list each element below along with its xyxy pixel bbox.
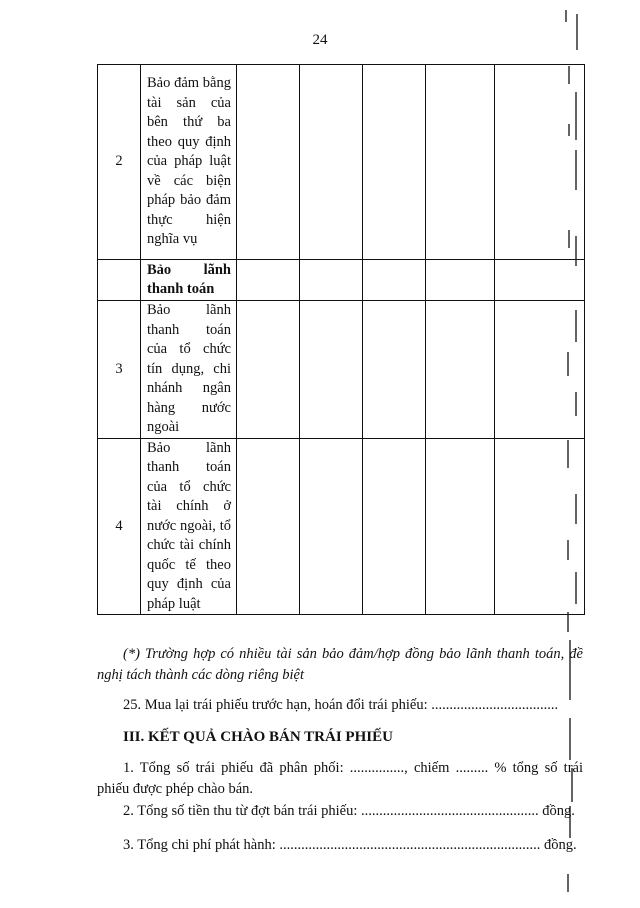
empty-cell (300, 301, 363, 439)
empty-cell (363, 65, 426, 260)
bond-guarantee-table (97, 64, 585, 615)
page-number: 24 (312, 32, 328, 48)
empty-cell (237, 438, 300, 615)
item-25-bond-buyback: 25. Mua lại trái phiếu trước hạn, hoán đổi trái phiếu: ................................... (123, 697, 559, 713)
section-heading: III. KẾT QUẢ CHÀO BÁN TRÁI PHIẾU (123, 729, 393, 745)
row-number: 2 (98, 65, 141, 260)
empty-cell (495, 260, 585, 301)
empty-cell (426, 260, 495, 301)
item-3-issuance-cost: 3. Tổng chi phí phát hành: ........................................................................ đồng. (123, 837, 577, 853)
row-description: Bảo lãnh thanh toán của tổ chức tín dụng, chi nhánh ngân hàng nước ngoài (141, 301, 237, 439)
item-1-bonds-distributed: 1. Tổng số trái phiếu đã phân phối: ..............., chiếm ......... % tổng số trái phiếu được phép chào bán. (97, 760, 583, 797)
empty-cell (300, 438, 363, 615)
empty-cell (300, 260, 363, 301)
row-description: Bảo đảm bằng tài sản của bên thứ ba theo quy định của pháp luật về các biện pháp bảo đảm thực hiện nghĩa vụ (141, 65, 237, 260)
table-row (98, 301, 585, 439)
table-row (98, 260, 585, 301)
empty-cell (363, 260, 426, 301)
row-number: 4 (98, 438, 141, 615)
empty-cell (363, 301, 426, 439)
table-row (98, 438, 585, 615)
empty-cell (495, 65, 585, 260)
empty-cell (237, 301, 300, 439)
empty-cell (495, 301, 585, 439)
empty-cell (426, 301, 495, 439)
row-number (98, 260, 141, 301)
table-row (98, 65, 585, 260)
empty-cell (426, 65, 495, 260)
empty-cell (300, 65, 363, 260)
row-number: 3 (98, 301, 141, 439)
row-description: Bảo lãnh thanh toán của tổ chức tài chính ở nước ngoài, tổ chức tài chính quốc tế theo quy định của pháp luật (141, 438, 237, 615)
empty-cell (237, 65, 300, 260)
empty-cell (237, 260, 300, 301)
empty-cell (495, 438, 585, 615)
item-2-total-proceeds: 2. Tổng số tiền thu từ đợt bán trái phiếu: ................................................. đồng. (123, 803, 575, 819)
empty-cell (363, 438, 426, 615)
row-description: Bảo lãnh thanh toán (141, 260, 237, 301)
empty-cell (426, 438, 495, 615)
footnote: (*) Trường hợp có nhiều tài sản bảo đảm/hợp đồng bảo lãnh thanh toán, đề nghị tách thành các dòng riêng biệt (97, 646, 583, 683)
